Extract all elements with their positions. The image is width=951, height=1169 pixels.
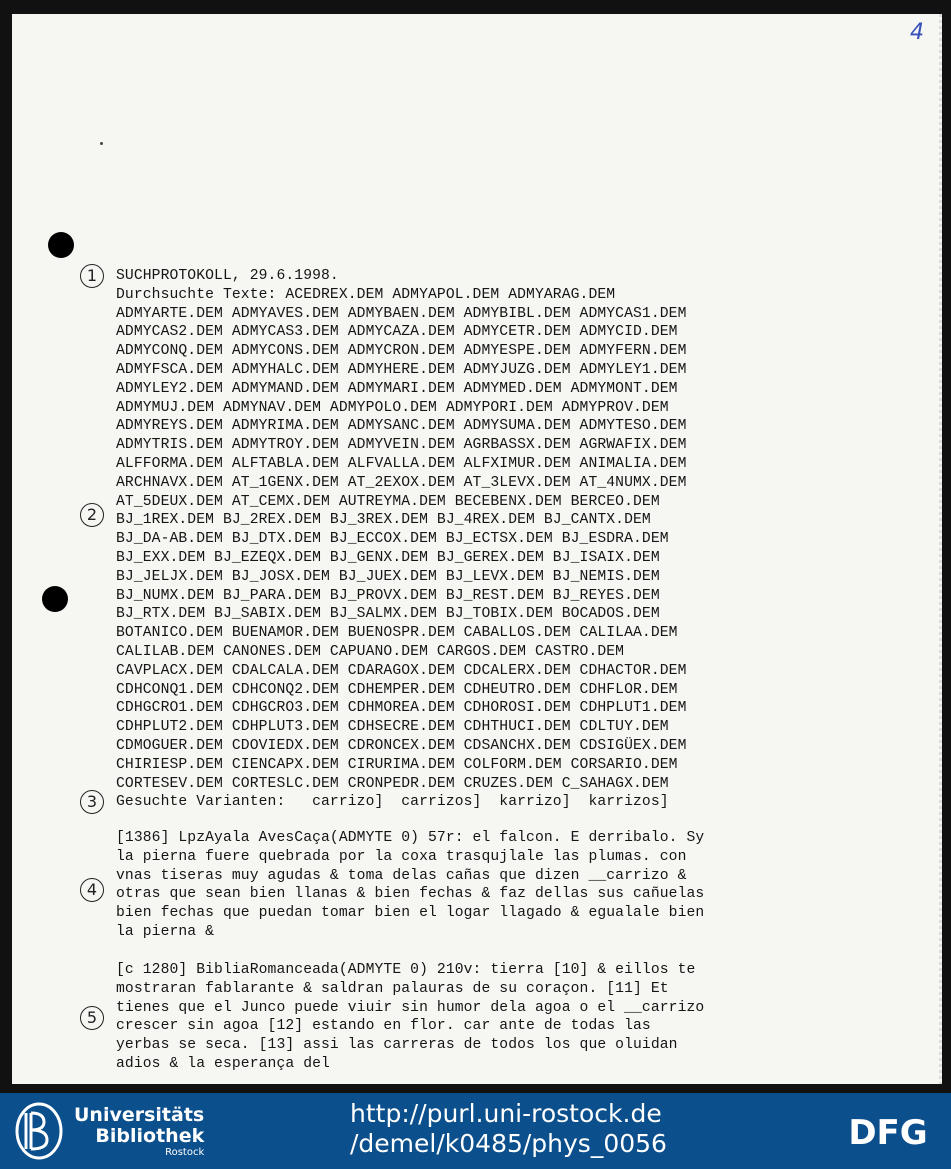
protocol-line: Durchsuchte Texte: ACEDREX.DEM ADMYAPOL.DEM ADMYARAG.DEM xyxy=(116,286,616,303)
footer-bar xyxy=(0,1093,951,1169)
protocol-line: ALFFORMA.DEM ALFTABLA.DEM ALFVALLA.DEM ALFXIMUR.DEM ANIMALIA.DEM xyxy=(116,455,687,472)
protocol-line: BJ_NUMX.DEM BJ_PARA.DEM BJ_PROVX.DEM BJ_REST.DEM BJ_REYES.DEM xyxy=(116,587,660,604)
protocol-line: ARCHNAVX.DEM AT_1GENX.DEM AT_2EXOX.DEM AT_3LEVX.DEM AT_4NUMX.DEM xyxy=(116,474,687,491)
citation-line: otras que sean bien llanas & bien fechas & faz dellas sus cañuelas xyxy=(116,886,705,903)
protocol-line: ADMYCAS2.DEM ADMYCAS3.DEM ADMYCAZA.DEM ADMYCETR.DEM ADMYCID.DEM xyxy=(116,324,678,341)
citation-line: yerbas se seca. [13] assi las carreras de todos los que oluidan xyxy=(116,1037,678,1054)
citation-line: mostraran fablarante & saldran palauras de su coraçon. [11] Et xyxy=(116,980,669,997)
university-logo-icon xyxy=(14,1101,64,1161)
citation-2 xyxy=(116,961,704,1074)
protocol-line: CDHCONQ1.DEM CDHCONQ2.DEM CDHEMPER.DEM CDHEUTRO.DEM CDHFLOR.DEM xyxy=(116,681,678,698)
permalink[interactable]: http://purl.uni-rostock.de /demel/k0485/phys_0056 xyxy=(350,1099,667,1158)
protocol-line: BJ_DA-AB.DEM BJ_DTX.DEM BJ_ECCOX.DEM BJ_ECTSX.DEM BJ_ESDRA.DEM xyxy=(116,531,669,548)
citation-line: la pierna & xyxy=(116,923,215,940)
citation-line: vnas tiseras muy agudas & toma delas cañas que dizen __carrizo & xyxy=(116,867,687,884)
document-page xyxy=(12,14,942,1084)
protocol-line: BJ_RTX.DEM BJ_SABIX.DEM BJ_SALMX.DEM BJ_TOBIX.DEM BOCADOS.DEM xyxy=(116,606,660,623)
marker-5: 5 xyxy=(80,1006,104,1030)
protocol-line: BJ_EXX.DEM BJ_EZEQX.DEM BJ_GENX.DEM BJ_GEREX.DEM BJ_ISAIX.DEM xyxy=(116,549,660,566)
dfg-logo xyxy=(836,1115,940,1149)
protocol-line: AT_5DEUX.DEM AT_CEMX.DEM AUTREYMA.DEM BECEBENX.DEM BERCEO.DEM xyxy=(116,493,660,510)
marker-3: 3 xyxy=(80,790,104,814)
protocol-line: CDMOGUER.DEM CDOVIEDX.DEM CDRONCEX.DEM CDSANCHX.DEM CDSIGÜEX.DEM xyxy=(116,737,687,754)
protocol-line: ADMYLEY2.DEM ADMYMAND.DEM ADMYMARI.DEM ADMYMED.DEM ADMYMONT.DEM xyxy=(116,380,678,397)
search-protocol-block xyxy=(116,267,687,812)
protocol-line: ADMYARTE.DEM ADMYAVES.DEM ADMYBAEN.DEM ADMYBIBL.DEM ADMYCAS1.DEM xyxy=(116,305,687,322)
protocol-line: CDHGCRO1.DEM CDHGCRO3.DEM CDHMOREA.DEM CDHOROSI.DEM CDHPLUT1.DEM xyxy=(116,700,687,717)
citation-1 xyxy=(116,829,704,942)
punch-hole xyxy=(48,232,74,258)
protocol-line: BJ_1REX.DEM BJ_2REX.DEM BJ_3REX.DEM BJ_4REX.DEM BJ_CANTX.DEM xyxy=(116,512,651,529)
page-number: 4 xyxy=(910,20,924,45)
citation-line: tienes que el Junco puede viuir sin humor dela agoa o el __carrizo xyxy=(116,999,705,1016)
citation-line: la pierna fuere quebrada por la coxa trasqujlale las plumas. con xyxy=(116,848,687,865)
punch-hole xyxy=(42,586,68,612)
protocol-line: ADMYREYS.DEM ADMYRIMA.DEM ADMYSANC.DEM ADMYSUMA.DEM ADMYTESO.DEM xyxy=(116,418,687,435)
marker-1: 1 xyxy=(80,264,104,288)
protocol-line: BJ_JELJX.DEM BJ_JOSX.DEM BJ_JUEX.DEM BJ_LEVX.DEM BJ_NEMIS.DEM xyxy=(116,568,660,585)
protocol-line: Gesuchte Varianten: carrizo] carrizos] karrizo] karrizos] xyxy=(116,794,669,811)
protocol-line: ADMYCONQ.DEM ADMYCONS.DEM ADMYCRON.DEM ADMYESPE.DEM ADMYFERN.DEM xyxy=(116,343,687,360)
citation-line: bien fechas que puedan tomar bien el logar llagado & egualale bien xyxy=(116,905,705,922)
protocol-line: ADMYFSCA.DEM ADMYHALC.DEM ADMYHERE.DEM ADMYJUZG.DEM ADMYLEY1.DEM xyxy=(116,361,687,378)
protocol-line: CAVPLACX.DEM CDALCALA.DEM CDARAGOX.DEM CDCALERX.DEM CDHACTOR.DEM xyxy=(116,662,687,679)
protocol-line: CALILAB.DEM CANONES.DEM CAPUANO.DEM CARGOS.DEM CASTRO.DEM xyxy=(116,643,625,660)
marker-4: 4 xyxy=(80,878,104,902)
svg-text:DFG: DFG xyxy=(848,1115,928,1149)
protocol-line: ADMYTRIS.DEM ADMYTROY.DEM ADMYVEIN.DEM AGRBASSX.DEM AGRWAFIX.DEM xyxy=(116,437,687,454)
protocol-line: CDHPLUT2.DEM CDHPLUT3.DEM CDHSECRE.DEM CDHTHUCI.DEM CDLTUY.DEM xyxy=(116,719,669,736)
protocol-line: BOTANICO.DEM BUENAMOR.DEM BUENOSPR.DEM CABALLOS.DEM CALILAA.DEM xyxy=(116,625,678,642)
citation-line: [1386] LpzAyala AvesCaça(ADMYTE 0) 57r: el falcon. E derribalo. Sy xyxy=(116,830,705,846)
protocol-line: CHIRIESP.DEM CIENCAPX.DEM CIRURIMA.DEM COLFORM.DEM CORSARIO.DEM xyxy=(116,756,678,773)
protocol-line: SUCHPROTOKOLL, 29.6.1998. xyxy=(116,268,339,284)
marker-2: 2 xyxy=(80,503,104,527)
speck xyxy=(100,142,103,145)
citation-line: adios & la esperança del xyxy=(116,1055,330,1072)
citation-line: [c 1280] BibliaRomanceada(ADMYTE 0) 210v: tierra [10] & eillos te xyxy=(116,962,696,978)
citation-line: crescer sin agoa [12] estando en flor. car ante de todas las xyxy=(116,1018,651,1035)
protocol-line: CORTESEV.DEM CORTESLC.DEM CRONPEDR.DEM CRUZES.DEM C_SAHAGX.DEM xyxy=(116,775,669,792)
protocol-line: ADMYMUJ.DEM ADMYNAV.DEM ADMYPOLO.DEM ADMYPORI.DEM ADMYPROV.DEM xyxy=(116,399,669,416)
university-name: Universitäts Bibliothek Rostock xyxy=(74,1104,205,1158)
